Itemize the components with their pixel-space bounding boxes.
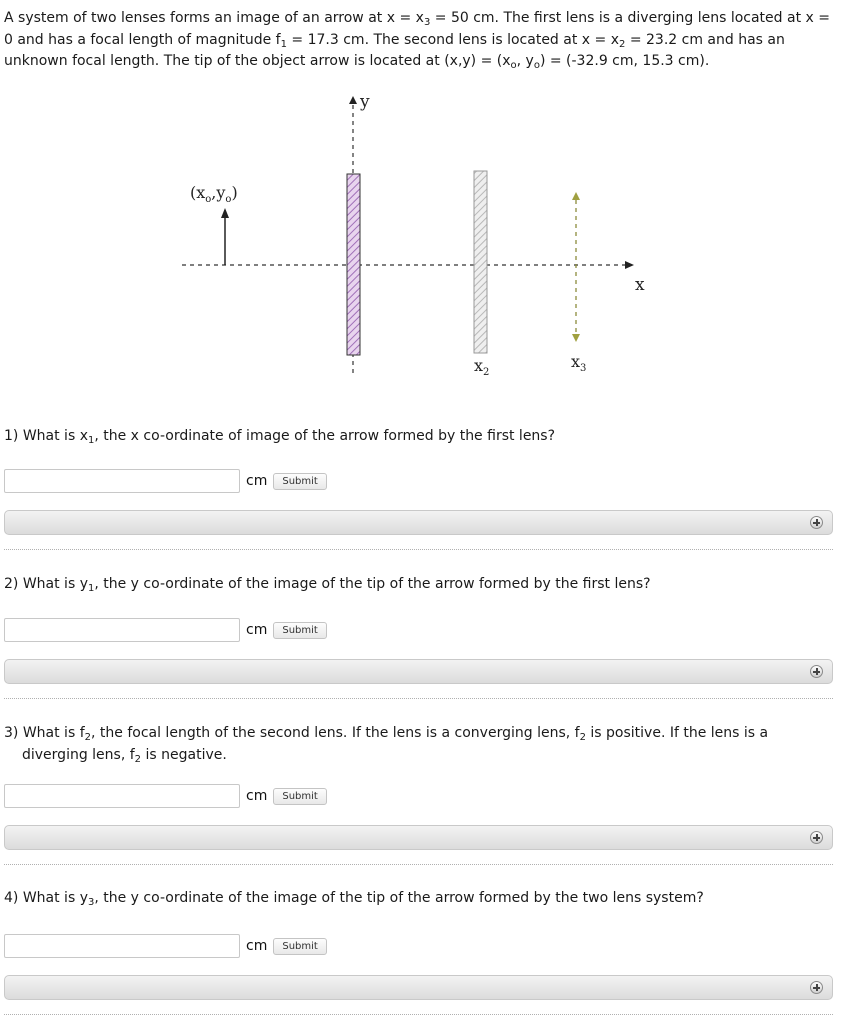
hint-bar-2[interactable] xyxy=(4,659,833,684)
submit-button-2[interactable]: Submit xyxy=(273,622,326,639)
x3-label: $x_3$ xyxy=(571,352,587,374)
x2-label: $x_2$ xyxy=(474,356,490,378)
divider-1 xyxy=(4,549,833,550)
unit-label-2: cm xyxy=(246,622,268,638)
question-3: 3) What is $f_2$, the focal length of the second lens. If the lens is a converging lens, $f_2$ is positive. If the lens is a diverging lens, $f_2$ is negative. xyxy=(4,725,769,765)
divider-2 xyxy=(4,698,833,699)
hint-bar-1[interactable] xyxy=(4,510,833,535)
question-4: 4) What is $y_3$, the y co-ordinate of the image of the tip of the arrow formed by the two lens system? xyxy=(4,890,704,908)
answer-row-3 xyxy=(4,782,327,810)
expand-plus-icon[interactable] xyxy=(810,981,823,994)
expand-plus-icon[interactable] xyxy=(810,831,823,844)
submit-button-3[interactable]: Submit xyxy=(273,788,326,805)
hint-bar-3[interactable] xyxy=(4,825,833,850)
image-arrow-bottom-head xyxy=(572,334,580,342)
lens-1 xyxy=(347,174,360,355)
x-axis-arrowhead xyxy=(625,261,634,269)
answer-row-4 xyxy=(4,932,327,960)
lens-2 xyxy=(474,171,487,353)
submit-button-4[interactable]: Submit xyxy=(273,938,326,955)
unit-label-1: cm xyxy=(246,473,268,489)
answer-row-2 xyxy=(4,616,327,644)
object-arrowhead xyxy=(221,208,229,218)
divider-3 xyxy=(4,864,833,865)
lens-diagram-svg xyxy=(170,88,650,388)
expand-plus-icon[interactable] xyxy=(810,516,823,529)
divider-4 xyxy=(4,1014,833,1015)
x-axis-label: x xyxy=(635,275,645,295)
answer-input-1[interactable] xyxy=(4,469,240,493)
lens-diagram xyxy=(170,88,650,392)
problem-statement: A system of two lenses forms an image of an arrow at $x = x_3 = 50$ cm. The first lens is a diverging lens located at x = 0 and has a focal length of magnitude $f_1 = 17.3$ cm. The second lens is located at $x = x_2 = 23.2$ cm and has an unknown focal length. The tip of the object arrow is located at $(x,y) = (x_o$, $y_o) = (-32.9$ cm, 15.3 cm). xyxy=(4,10,830,71)
image-arrow-top-head xyxy=(572,192,580,200)
answer-input-2[interactable] xyxy=(4,618,240,642)
unit-label-4: cm xyxy=(246,938,268,954)
answer-input-3[interactable] xyxy=(4,784,240,808)
object-label: $(x_o,y_o)$ xyxy=(190,183,238,205)
submit-button-1[interactable]: Submit xyxy=(273,473,326,490)
unit-label-3: cm xyxy=(246,788,268,804)
hint-bar-4[interactable] xyxy=(4,975,833,1000)
expand-plus-icon[interactable] xyxy=(810,665,823,678)
y-axis-arrowhead xyxy=(349,96,357,104)
question-1: 1) What is $x_1$, the x co-ordinate of image of the arrow formed by the first lens? xyxy=(4,428,556,446)
answer-row-1 xyxy=(4,467,327,495)
answer-input-4[interactable] xyxy=(4,934,240,958)
y-axis-label: y xyxy=(360,92,370,112)
question-2: 2) What is $y_1$, the y co-ordinate of the image of the tip of the arrow formed by the first lens? xyxy=(4,576,651,594)
